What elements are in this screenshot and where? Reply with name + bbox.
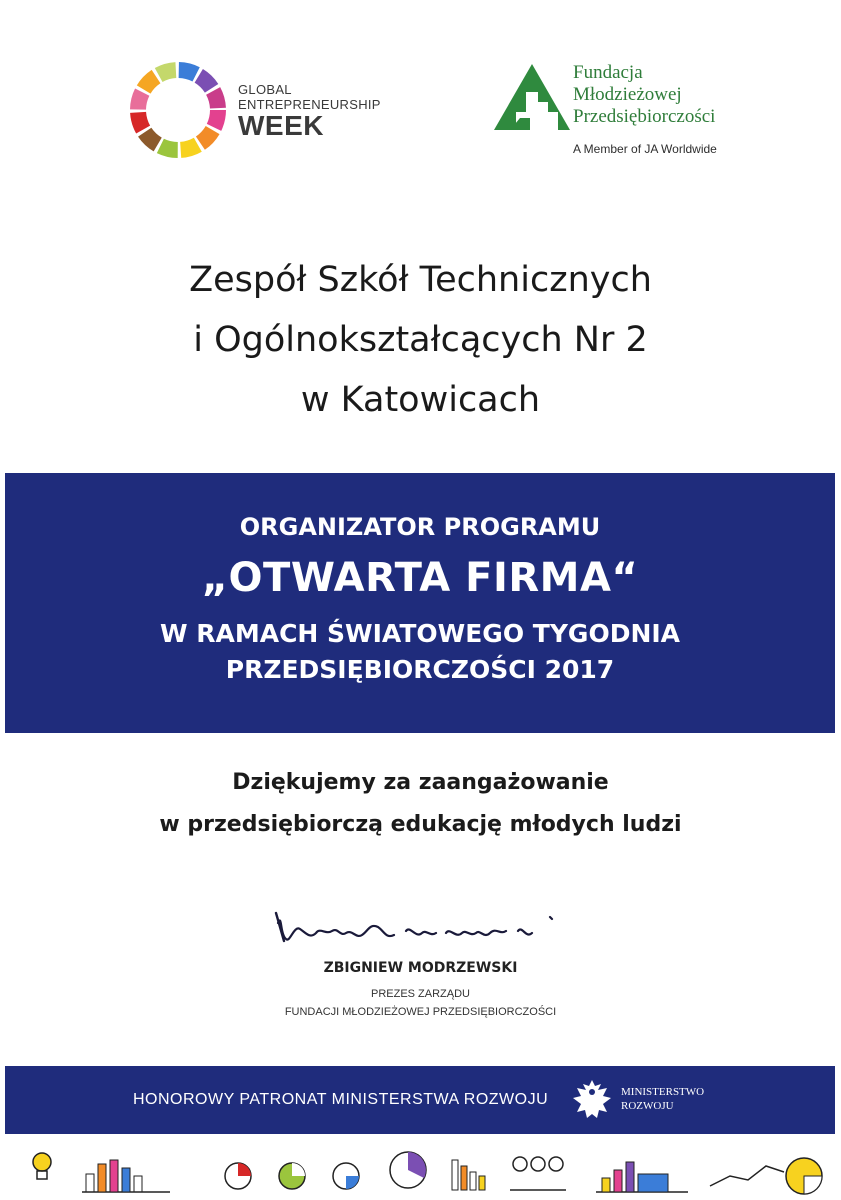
signatory-name: ZBIGNIEW MODRZEWSKI [323,960,518,976]
thanks-line2: w przedsiębiorczą edukację młodych ludzi [159,812,682,837]
thanks-line1: Dziękujemy za zaangażowanie [232,770,609,795]
gew-logo [126,58,416,162]
green-triangle-logo-icon [492,62,572,132]
banner-line4: PRZEDSIĘBIORCZOŚCI 2017 [225,655,615,684]
banner-line3: W RAMACH ŚWIATOWEGO TYGODNIA [159,619,681,648]
lightbulb-icon [510,1157,566,1190]
pie-chart-icon [333,1163,359,1189]
colored-ring-logo-icon [126,58,230,162]
ministry-line1: MINISTERSTWO [621,1086,705,1098]
pie-chart-icon [225,1163,251,1189]
lightbulb-icon [33,1153,51,1179]
fmp-member-text: A Member of JA Worldwide [573,142,717,156]
signatory-role2: FUNDACJI MŁODZIEŻOWEJ PRZEDSIĘBIORCZOŚCI [284,1006,557,1018]
presentation-icon [390,1152,426,1188]
line-chart-icon [710,1166,784,1186]
ministry-line2: ROZWOJU [621,1100,674,1112]
school-line2: i Ogólnokształcących Nr 2 [193,320,648,360]
school-line3: w Katowicach [300,380,541,420]
bar-chart-icon [82,1160,170,1192]
handwritten-signature [270,895,570,955]
patronage-text: HONOROWY PATRONAT MINISTERSTWA ROZWOJU [133,1091,549,1108]
eagle-emblem-icon [571,1076,613,1124]
school-line1: Zespół Szkół Technicznych [189,260,652,300]
banner-line2: „OTWARTA FIRMA“ [201,555,639,601]
signatory-role1: PREZES ZARZĄDU [370,988,470,1000]
fmp-logo-line2: Młodzieżowej [573,84,682,105]
pie-chart-icon [279,1163,305,1189]
program-banner [5,473,835,733]
fmp-logo-line1: Fundacja [573,62,643,83]
patronage-bar [5,1066,835,1134]
banner-line1: ORGANIZATOR PROGRAMU [239,513,601,541]
fmp-logo [492,62,762,162]
school-name [0,250,841,430]
bar-chart-icon [596,1162,688,1192]
gew-logo-line1: GLOBAL [238,82,292,97]
gew-logo-line2: ENTREPRENEURSHIP [238,97,381,112]
gew-logo-line3: WEEK [238,110,324,141]
doodle-strip [20,1146,830,1200]
fmp-logo-line3: Przedsiębiorczości [573,106,716,127]
pie-chart-icon [786,1158,822,1194]
bar-chart-icon [452,1160,485,1190]
